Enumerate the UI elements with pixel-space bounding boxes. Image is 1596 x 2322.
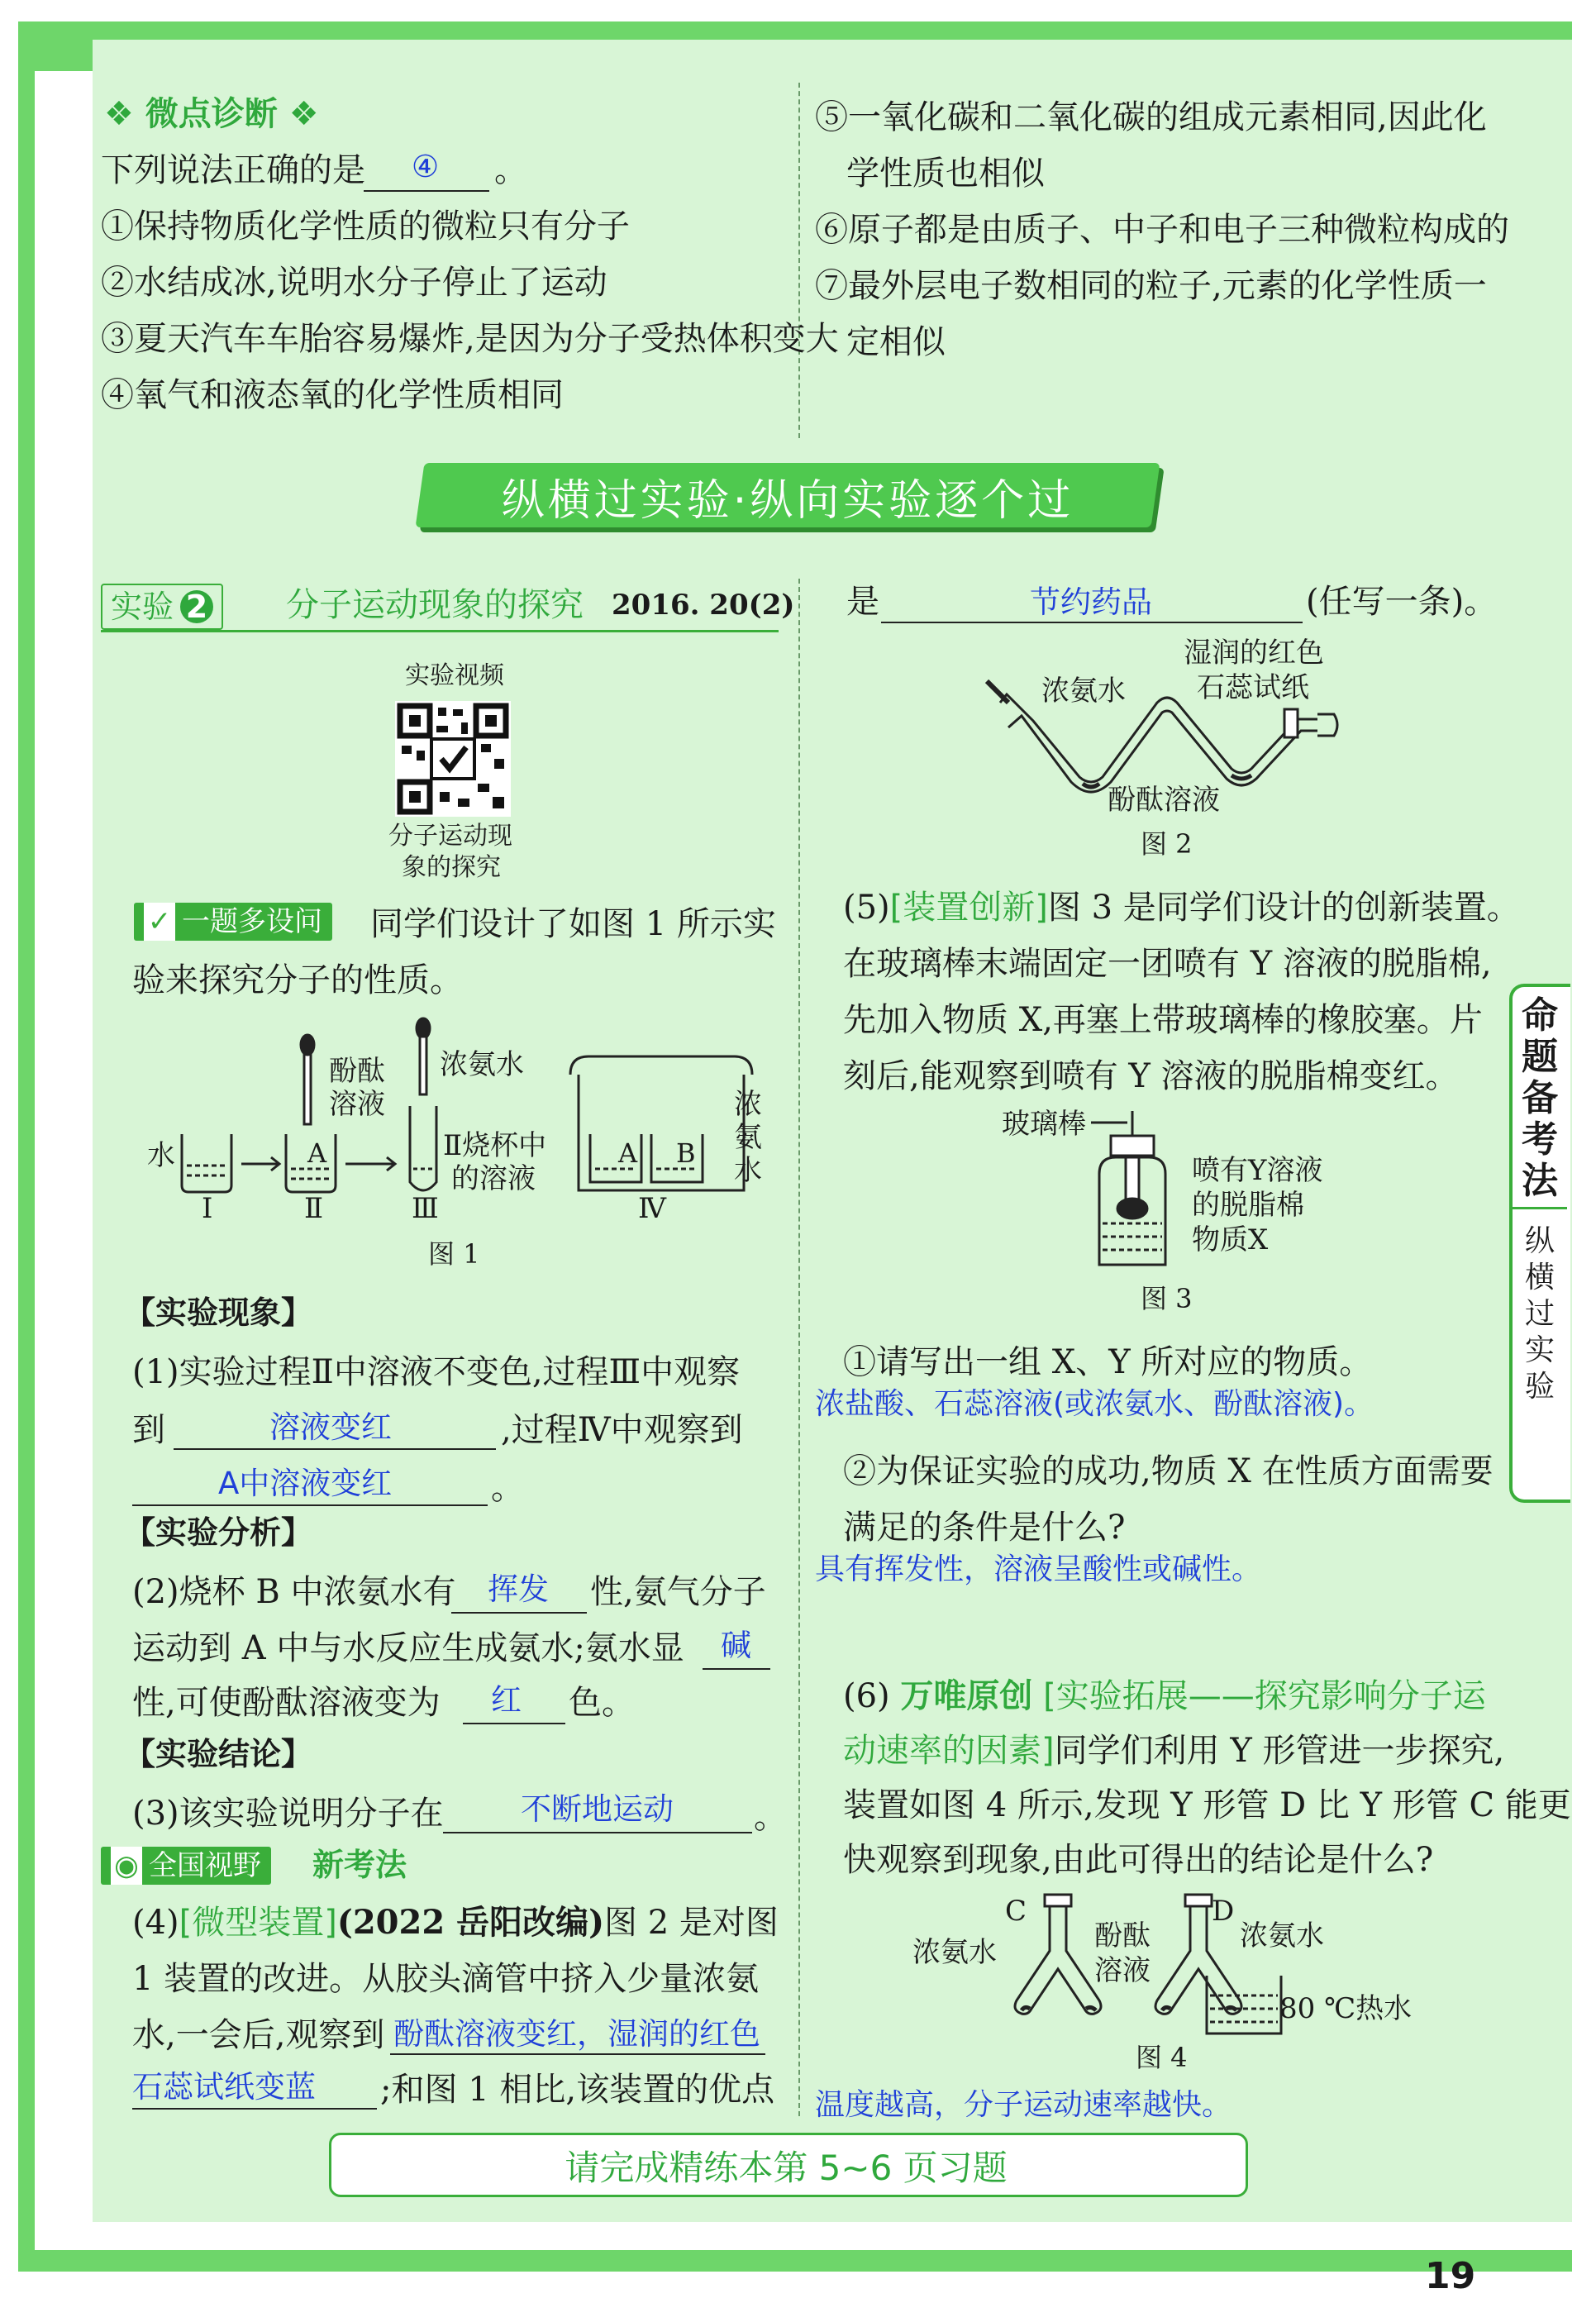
fig1-phenol-line2: 溶液 <box>329 1088 385 1121</box>
national-view-tag: ◉ 全国视野 <box>101 1847 271 1885</box>
q5-line3: 先加入物质 X,再塞上带玻璃棒的橡胶塞。片 <box>843 1001 1483 1039</box>
q6-tag-part2: 动速率的因素] <box>843 1732 1055 1770</box>
fig1-ammonia-v3: 水 <box>734 1154 762 1187</box>
q2-blank-2 <box>703 1668 770 1670</box>
fig1-caption: 图 1 <box>428 1238 480 1270</box>
qr-caption-line2: 象的探究 <box>402 853 501 882</box>
q4-blank-3 <box>881 622 1303 623</box>
intro-line1: 同学们设计了如图 1 所示实 <box>370 905 776 943</box>
q3-text: (3)该实验说明分子在 <box>132 1795 444 1833</box>
q6-line1: (6) 万唯原创 [实验拓展——探究影响分子运 <box>843 1677 1486 1715</box>
conclusion-heading: 【实验结论】 <box>124 1736 313 1772</box>
fig2-phenol-label: 酚酞溶液 <box>1108 784 1220 817</box>
fig1-beaker-a-label: A <box>307 1137 327 1169</box>
diamond-icon: ❖ <box>104 95 145 133</box>
fig1-solution-line2: 的溶液 <box>451 1162 536 1195</box>
q4-source: (2022 岳阳改编) <box>336 1903 604 1942</box>
q5-tag: [装置创新] <box>889 889 1048 927</box>
q4-line2: 1 装置的改进。从胶头滴管中挤入少量浓氨 <box>132 1960 760 1998</box>
q3-blank <box>443 1832 752 1833</box>
q6-line3: 装置如图 4 所示,发现 Y 形管 D 比 Y 形管 C 能更 <box>843 1786 1571 1824</box>
q3-answer: 不断地运动 <box>521 1791 674 1827</box>
page-number: 19 <box>1425 2255 1476 2297</box>
q2-line3-end: 色。 <box>569 1684 635 1722</box>
diamond-icon: ❖ <box>277 95 319 133</box>
fig1-ammonia-v2: 氨 <box>734 1121 762 1154</box>
statement-6: ⑥原子都是由质子、中子和电子三种微粒构成的 <box>815 211 1509 249</box>
fig1-beaker-iv-b: B <box>676 1137 696 1169</box>
check-icon: ✓ <box>144 903 175 941</box>
experiment-year: 2016. 20(2) <box>612 589 795 622</box>
statement-5: ⑤一氧化碳和二氧化碳的组成元素相同,因此化 <box>815 98 1487 136</box>
q6-answer: 温度越高，分子运动速率越快。 <box>815 2088 1232 2122</box>
intro-line2: 验来探究分子的性质。 <box>132 961 463 999</box>
diagnosis-answer: ④ <box>412 149 440 184</box>
q6-tag-part1: [实验拓展——探究影响分子运 <box>1043 1677 1486 1715</box>
statement-7: ⑦最外层电子数相同的粒子,元素的化学性质一 <box>815 267 1487 305</box>
q2-answer-1: 挥发 <box>488 1571 549 1607</box>
experiment-underline <box>101 630 779 632</box>
q4-cont-start: 是 <box>846 583 879 621</box>
q1-line2-start: 到 <box>132 1411 165 1449</box>
q6-line2: 动速率的因素]同学们利用 Y 形管进一步探究, <box>843 1732 1505 1770</box>
q3-end: 。 <box>754 1798 787 1836</box>
fig1-step-2: Ⅱ <box>304 1192 324 1225</box>
experiment-tag: 实验 2 <box>101 584 223 630</box>
fig4-phenol-line1: 酚酞 <box>1094 1919 1151 1952</box>
q4-answer-2: 石蕊试纸变蓝 <box>132 2069 316 2105</box>
q5-answer-1: 浓盐酸、石蕊溶液(或浓氨水、酚酞溶液)。 <box>815 1387 1374 1421</box>
q5-answer-2: 具有挥发性，溶液呈酸性或碱性。 <box>815 1552 1262 1586</box>
q4-answer-3: 节约药品 <box>1030 584 1152 620</box>
q2-answer-3: 红 <box>491 1682 522 1718</box>
diagnosis-question: 下列说法正确的是 <box>101 151 365 189</box>
q1-blank-2 <box>132 1504 488 1506</box>
q2-blank-3 <box>463 1723 565 1724</box>
q5-sub1: ①请写出一组 X、Y 所对应的物质。 <box>843 1343 1373 1381</box>
fig4-caption: 图 4 <box>1136 2042 1188 2073</box>
fig1-step-4: Ⅳ <box>638 1192 666 1225</box>
statement-2: ②水结成冰,说明水分子停止了运动 <box>101 264 607 302</box>
phenomenon-heading: 【实验现象】 <box>124 1295 313 1331</box>
fig1-ammonia-label: 浓氨水 <box>440 1048 524 1081</box>
fig1-ammonia-v1: 浓 <box>734 1088 762 1121</box>
fig4-ammonia-right: 浓氨水 <box>1240 1919 1324 1952</box>
fig3-cotton-line2: 的脱脂棉 <box>1192 1189 1304 1222</box>
q1-blank-1 <box>174 1448 496 1450</box>
q2-line1-start: (2)烧杯 B 中浓氨水有 <box>132 1573 456 1611</box>
column-divider <box>798 579 800 2116</box>
q6-line4: 快观察到现象,由此可得出的结论是什么? <box>843 1841 1434 1879</box>
fig3-rod-label: 玻璃棒 <box>1002 1108 1086 1141</box>
q6-original-tag: 万唯原创 <box>900 1677 1033 1715</box>
side-tab-sub: 纵横过实验 <box>1524 1224 1555 1404</box>
q2-answer-2: 碱 <box>721 1628 751 1663</box>
fig4-d-label: D <box>1212 1895 1235 1928</box>
fig4-hot-water: 80 ℃热水 <box>1279 1992 1413 2025</box>
diagnosis-title: ❖ 微点诊断 ❖ <box>104 95 319 133</box>
statement-7-cont: 定相似 <box>846 323 946 361</box>
fig2-paper-line2: 石蕊试纸 <box>1197 671 1309 704</box>
national-view-subtitle: 新考法 <box>312 1847 407 1883</box>
statement-5-cont: 学性质也相似 <box>846 155 1045 193</box>
fig1-phenol-line1: 酚酞 <box>329 1055 385 1088</box>
q5-sub2-line2: 满足的条件是什么? <box>843 1509 1126 1547</box>
fig4-c-label: C <box>1005 1895 1027 1928</box>
q4-tag: [微型装置] <box>179 1904 337 1942</box>
statement-3: ③夏天汽车车胎容易爆炸,是因为分子受热体积变大 <box>101 320 839 358</box>
q5-line2: 在玻璃棒末端固定一团喷有 Y 溶液的脱脂棉, <box>843 945 1492 983</box>
qr-code-icon[interactable] <box>395 701 511 817</box>
q1-end: 。 <box>491 1469 524 1507</box>
fig4-ammonia-left: 浓氨水 <box>912 1936 997 1969</box>
q1-answer-2: A中溶液变红 <box>218 1466 393 1501</box>
fig1-step-3: Ⅲ <box>412 1192 439 1225</box>
fig4-phenol-line2: 溶液 <box>1094 1954 1151 1987</box>
q4-blank-1 <box>390 2053 765 2055</box>
statement-1: ①保持物质化学性质的微粒只有分子 <box>101 207 630 246</box>
fig1-step-1: Ⅰ <box>202 1192 213 1225</box>
experiment-title: 分子运动现象的探究 <box>286 586 584 624</box>
fig3-x-label: 物质X <box>1192 1223 1269 1256</box>
q1-answer-1: 溶液变红 <box>269 1409 392 1445</box>
q2-blank-1 <box>451 1612 587 1614</box>
q1-line2-end: ,过程Ⅳ中观察到 <box>501 1411 743 1449</box>
q4-blank-2 <box>132 2108 377 2110</box>
qr-caption-top: 实验视频 <box>405 661 504 690</box>
fig2-paper-line1: 湿润的红色 <box>1184 637 1324 670</box>
q5-line4: 刻后,能观察到喷有 Y 溶液的脱脂棉变红。 <box>843 1057 1459 1095</box>
answer-blank <box>364 190 489 192</box>
side-tab-divider <box>1513 1207 1567 1209</box>
eye-icon: ◉ <box>111 1847 142 1885</box>
fig2-ammonia-label: 浓氨水 <box>1041 675 1126 708</box>
question-end: 。 <box>494 151 527 189</box>
banner-title: 纵横过实验·纵向实验逐个过 <box>501 476 1074 526</box>
fig2-caption: 图 2 <box>1141 828 1193 860</box>
left-edge <box>18 21 35 2272</box>
q4-line1: (4)[微型装置](2022 岳阳改编)图 2 是对图 <box>132 1903 779 1942</box>
q2-line1-end: 性,氨气分子 <box>590 1573 766 1611</box>
q1-line1: (1)实验过程Ⅱ中溶液不变色,过程Ⅲ中观察 <box>132 1353 741 1391</box>
column-divider-top <box>798 83 800 438</box>
q4-line1-text: 图 2 是对图 <box>604 1904 779 1942</box>
fig3-caption: 图 3 <box>1141 1283 1193 1314</box>
fig1-beaker-iv-a: A <box>618 1137 638 1169</box>
q4-cont-end: (任写一条)。 <box>1306 583 1498 621</box>
q2-line3: 性,可使酚酞溶液变为 <box>132 1684 441 1722</box>
q2-line2: 运动到 A 中与水反应生成氨水;氨水显 <box>132 1629 684 1667</box>
experiment-number: 2 <box>180 590 213 623</box>
q5-sub2-line1: ②为保证实验的成功,物质 X 在性质方面需要 <box>843 1452 1494 1490</box>
statement-4: ④氧气和液态氧的化学性质相同 <box>101 376 564 414</box>
qr-caption-line1: 分子运动现 <box>388 822 512 851</box>
q4-answer-1: 酚酞溶液变红，湿润的红色 <box>393 2016 760 2052</box>
fig3-cotton-line1: 喷有Y溶液 <box>1192 1154 1323 1187</box>
fig1-solution-line1: Ⅱ烧杯中 <box>443 1129 547 1162</box>
multi-question-tag: ✓ 一题多设问 <box>134 903 332 941</box>
q4-line3-start: 水,一会后,观察到 <box>132 2016 385 2054</box>
bottom-exercise-text: 请完成精练本第 5~6 页习题 <box>565 2148 1008 2188</box>
side-tab-main: 命题备考法 <box>1522 994 1558 1202</box>
analysis-heading: 【实验分析】 <box>124 1514 313 1551</box>
fig1-water-label: 水 <box>147 1139 175 1172</box>
q5-line1: (5)[装置创新]图 3 是同学们设计的创新装置。 <box>843 889 1520 927</box>
bottom-edge <box>18 2250 1572 2272</box>
q4-line4-end: ;和图 1 相比,该装置的优点 <box>380 2071 775 2109</box>
